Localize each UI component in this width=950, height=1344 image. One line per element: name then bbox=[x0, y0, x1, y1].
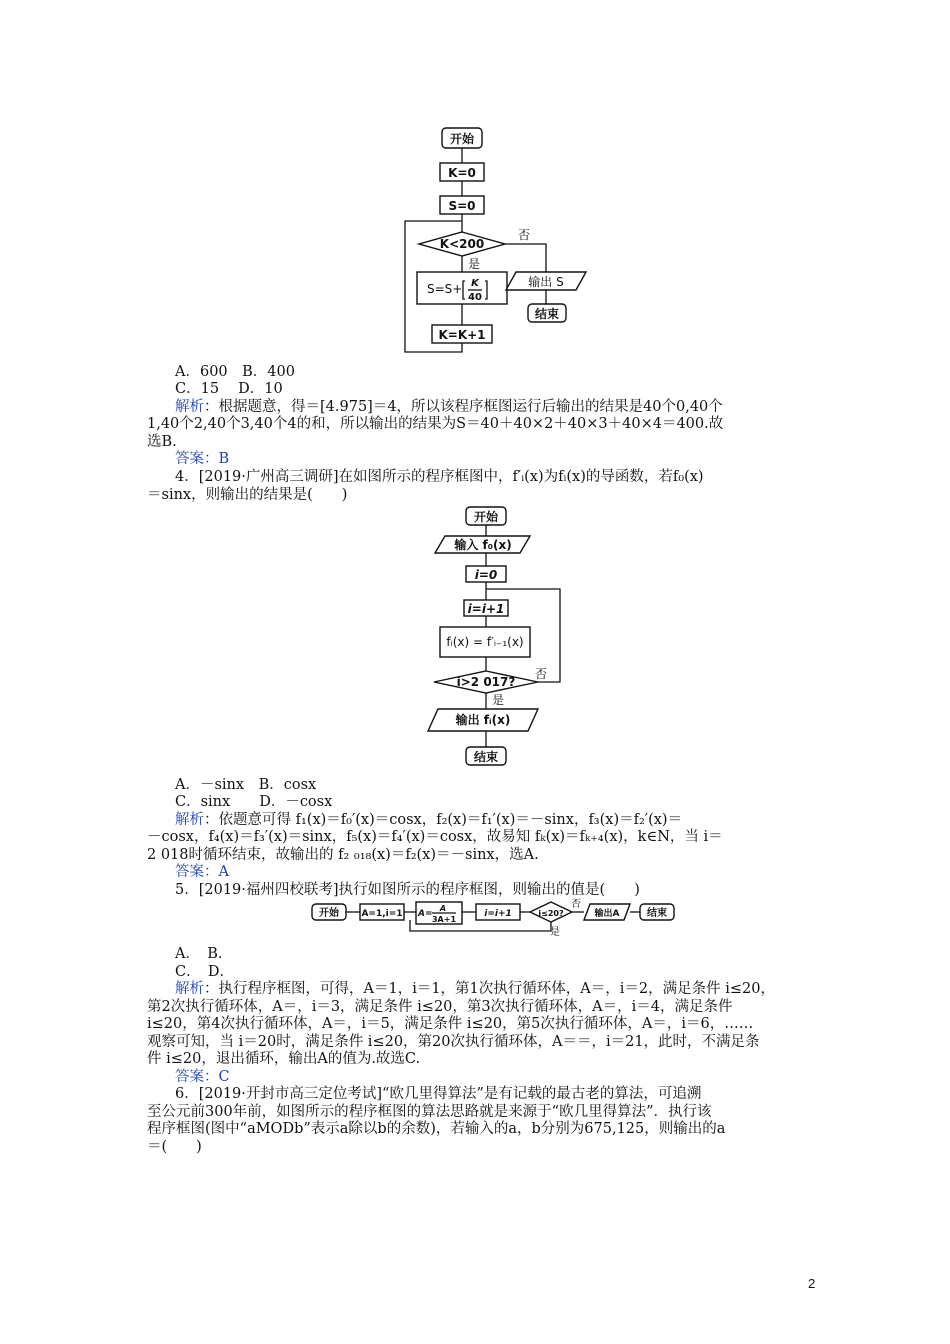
q4-stem-1: 4．[2019·广州高三调研]在如图所示的程序框图中，f′ᵢ(x)为fᵢ(x)的导函数，若f₀(x) bbox=[175, 469, 704, 485]
fc2-no: 否 bbox=[535, 667, 548, 681]
fc1-no: 否 bbox=[518, 228, 531, 242]
fc1-frac-den: 40 bbox=[468, 292, 482, 303]
q5-analysis-1 bbox=[175, 980, 775, 998]
q5-analysis-text-1: ：执行程序框图，可得，A＝1，i＝1，第1次执行循环体，A＝，i＝2，满足条件 i≤20， bbox=[204, 981, 775, 997]
q3-options-ab: A．600 B．400 bbox=[175, 364, 295, 380]
fc3-init-text: A=1,i=1 bbox=[361, 909, 403, 919]
q5-analysis-5: 件 i≤20，退出循环，输出A的值为.故选C. bbox=[147, 1051, 421, 1067]
q4-options-ab: A．－sinx B．cosx bbox=[175, 777, 317, 793]
fc3-no: 否 bbox=[571, 899, 581, 910]
fc1-output-text: 输出 S bbox=[528, 275, 564, 289]
fc1-cond-text: K<200 bbox=[439, 237, 485, 251]
fc1-k0-text: K=0 bbox=[448, 166, 476, 180]
fc1-update-text: S=S+ bbox=[427, 282, 463, 296]
q5-answer: 答案：C bbox=[175, 1069, 230, 1085]
q6-stem-3: 程序框图(图中“aMODb”表示a除以b的余数)，若输入的a，b分别为675,125，则输出的a bbox=[147, 1121, 726, 1137]
q4-stem-2: ＝sinx，则输出的结果是( ) bbox=[147, 487, 348, 503]
fc1-s0-text: S=0 bbox=[448, 199, 476, 213]
q3-analysis-3: 选B. bbox=[147, 434, 177, 450]
q4-options-cd: C．sinx D．－cosx bbox=[175, 794, 333, 810]
q3-options-cd: C．15 D．10 bbox=[175, 381, 283, 397]
fc2-yes: 是 bbox=[492, 693, 505, 707]
fc1-inc-text: K=K+1 bbox=[438, 328, 486, 342]
fc3-inc-text: i=i+1 bbox=[484, 909, 512, 919]
flowchart-3 bbox=[310, 898, 680, 940]
q3-answer: 答案：B bbox=[175, 451, 230, 467]
q3-analysis-label: 解析 bbox=[175, 399, 204, 415]
q5-stem: 5．[2019·福州四校联考]执行如图所示的程序框图，则输出的值是( ) bbox=[175, 882, 640, 898]
q5-analysis-2: 第2次执行循环体，A＝，i＝3，满足条件 i≤20，第3次执行循环体，A＝，i＝4，满足条件 bbox=[147, 999, 733, 1015]
q6-stem-4: ＝( ) bbox=[147, 1139, 202, 1155]
fc1-start-text: 开始 bbox=[449, 132, 475, 146]
fc2-assign-text: fᵢ(x) = f′ᵢ₋₁(x) bbox=[446, 635, 524, 649]
page-number: 2 bbox=[808, 1276, 816, 1291]
q3-analysis-1 bbox=[175, 398, 723, 416]
fc3-yes: 是 bbox=[550, 927, 560, 938]
q4-answer: 答案：A bbox=[175, 864, 229, 880]
fc3-cond-text: i≤20? bbox=[538, 909, 564, 918]
fc2-start-text: 开始 bbox=[473, 510, 499, 524]
q5-analysis-4: 观察可知，当 i＝20时，满足条件 i≤20，第20次执行循环体，A＝＝，i＝21，此时，不满足条 bbox=[147, 1034, 760, 1050]
q3-analysis-text-1: ：根据题意，得＝[4.975]＝4，所以该程序框图运行后输出的结果是40个0,40个 bbox=[204, 399, 723, 415]
fc3-output-text: 输出A bbox=[594, 909, 620, 919]
fc3-end-text: 结束 bbox=[647, 908, 667, 919]
q5-options-cd: C． D． bbox=[175, 964, 234, 980]
fc1-frac-num: K bbox=[471, 278, 479, 289]
fc2-i0-text: i=0 bbox=[474, 568, 498, 582]
fc1-end-text: 结束 bbox=[534, 307, 560, 321]
q5-options-ab: A． B． bbox=[175, 946, 233, 962]
q4-analysis-2: －cosx，f₄(x)＝f₃′(x)＝sinx，f₅(x)＝f₄′(x)＝cosx，故易知 fₖ(x)＝fₖ₊₄(x)，k∈N，当 i＝ bbox=[147, 829, 723, 845]
fc1-yes: 是 bbox=[468, 257, 481, 271]
q4-analysis-1 bbox=[175, 811, 682, 829]
fc2-input-text: 输入 f₀(x) bbox=[454, 538, 512, 552]
q4-analysis-3: 2 018时循环结束，故输出的 f₂ ₀₁₈(x)＝f₂(x)＝－sinx，选A. bbox=[147, 847, 539, 863]
q5-analysis-3: i≤20，第4次执行循环体，A＝，i＝5，满足条件 i≤20，第5次执行循环体，A＝，i＝6，…… bbox=[147, 1016, 754, 1032]
q3-analysis-2: 1,40个2,40个3,40个4的和，所以输出的结果为S＝40＋40×2＋40×3＋40×4＝400.故 bbox=[147, 416, 724, 432]
fc2-cond-text: i>2 017? bbox=[456, 675, 516, 689]
flowchart-2 bbox=[420, 503, 590, 768]
q5-analysis-label: 解析 bbox=[175, 981, 204, 997]
q4-analysis-text-1: ：依题意可得 f₁(x)＝f₀′(x)＝cosx，f₂(x)＝f₁′(x)＝－sinx，f₃(x)＝f₂′(x)＝ bbox=[204, 812, 683, 828]
q6-stem-1: 6．[2019·开封市高三定位考试]“欧几里得算法”是有记载的最古老的算法，可追溯 bbox=[175, 1086, 702, 1102]
fc3-start-text: 开始 bbox=[319, 908, 339, 919]
fc3-assign-lhs: A= bbox=[418, 909, 433, 919]
fc2-inc-text: i=i+1 bbox=[467, 602, 505, 616]
fc3-frac-num: A bbox=[439, 904, 447, 913]
flowchart-1 bbox=[400, 120, 600, 360]
q4-analysis-label: 解析 bbox=[175, 812, 204, 828]
fc2-output-text: 输出 fᵢ(x) bbox=[455, 713, 511, 727]
fc2-end-text: 结束 bbox=[473, 750, 499, 764]
q6-stem-2: 至公元前300年前，如图所示的程序框图的算法思路就是来源于“欧几里得算法”．执行该 bbox=[147, 1104, 712, 1120]
fc3-frac-den: 3A+1 bbox=[431, 915, 457, 924]
